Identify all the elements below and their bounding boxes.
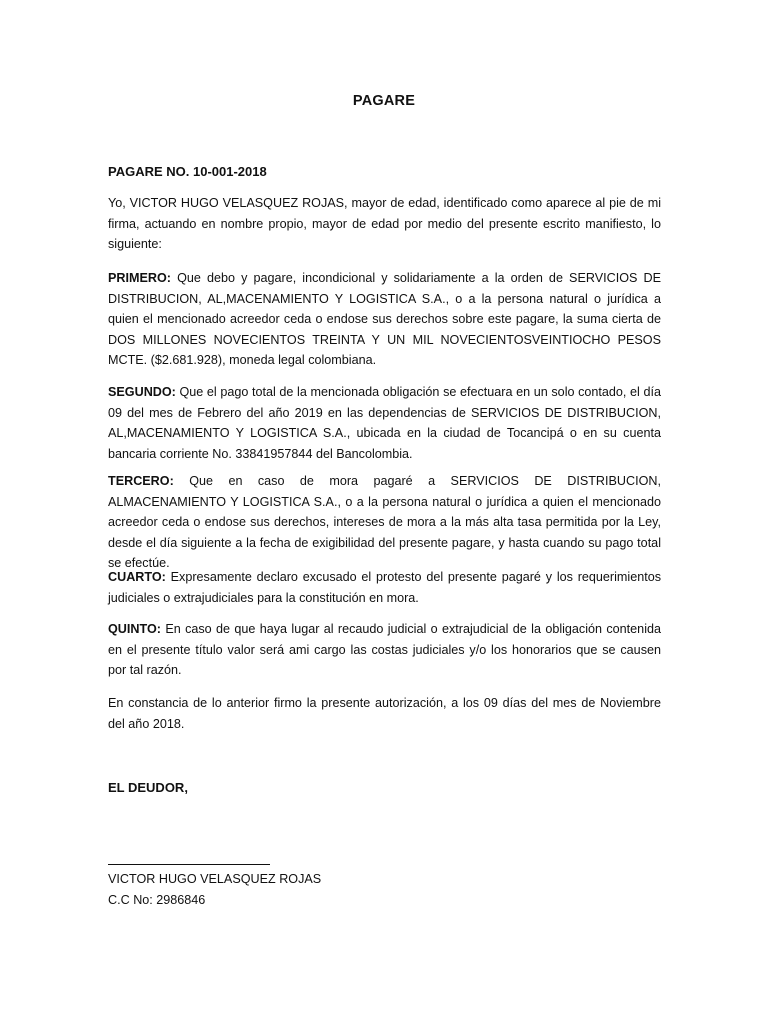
clause-label: CUARTO: [108,570,166,584]
signature-line [108,864,270,865]
intro-paragraph: Yo, VICTOR HUGO VELASQUEZ ROJAS, mayor de edad, identificado como aparece al pie de mi firma, actuando en nombre propio, mayor de edad por medio del presente escrito manifiesto, lo siguiente: [108,196,661,252]
clause-text: Que debo y pagare, incondicional y solidariamente a la orden de SERVICIOS DE DISTRIBUCION, AL,MACENAMIENTO Y LOGISTICA S.A., o a la persona natural o jurídica a quien el mencionado acreedor ceda o endose sus derechos sobre este pagare, la suma cierta de DOS MILLONES NOVECIENTOS TREINTA Y UN MIL NOVECIENTOSVEINTIOCHO PESOS MCTE. ($2.681.928), moneda legal colombiana. [108,271,661,368]
closing-paragraph: En constancia de lo anterior firmo la presente autorización, a los 09 días del mes de Noviembre del año 2018. [108,696,661,731]
clause-text: Expresamente declaro excusado el protesto del presente pagaré y los requerimientos judiciales o extrajudiciales para la constitución en mora. [108,570,662,605]
clause-label: QUINTO: [108,622,161,636]
debtor-heading: EL DEUDOR, [108,780,188,795]
clause-quinto [108,619,661,681]
clause-cuarto [108,567,661,608]
clause-text: En caso de que haya lugar al recaudo judicial o extrajudicial de la obligación contenida en el presente título valor será ami cargo las costas judiciales y/o los honorarios que se causen por tal razón. [108,622,661,678]
clause-primero [108,268,661,371]
clause-text: Que en caso de mora pagaré a SERVICIOS DE DISTRIBUCION, ALMACENAMIENTO Y LOGISTICA S.A., o a la persona natural o jurídica a quien el mencionado acreedor ceda o endose sus derechos, intereses de mora a la más alta tasa permitida por la Ley, desde el día siguiente a la fecha de exigibilidad del presente pagare, y hasta cuando su pago total se efectúe. [108,474,662,571]
clause-segundo [108,382,661,464]
signer-id-number: C.C No: 2986846 [108,893,206,907]
promissory-note-number: PAGARE NO. 10-001-2018 [108,164,267,179]
signer-name: VICTOR HUGO VELASQUEZ ROJAS [108,872,322,886]
document-title: PAGARE [352,93,416,109]
clause-label: PRIMERO: [108,271,171,285]
clause-label: SEGUNDO: [108,385,176,399]
clause-label: TERCERO: [108,474,174,488]
clause-tercero [108,471,661,574]
clause-text: Que el pago total de la mencionada obligación se efectuara en un solo contado, el día 09 del mes de Febrero del año 2019 en las dependencias de SERVICIOS DE DISTRIBUCION, AL,MACENAMIENTO Y LOGISTICA S.A., ubicada en la ciudad de Tocancipá o en su cuenta bancaria corriente No. 33841957844 del Bancolombia. [108,385,661,461]
